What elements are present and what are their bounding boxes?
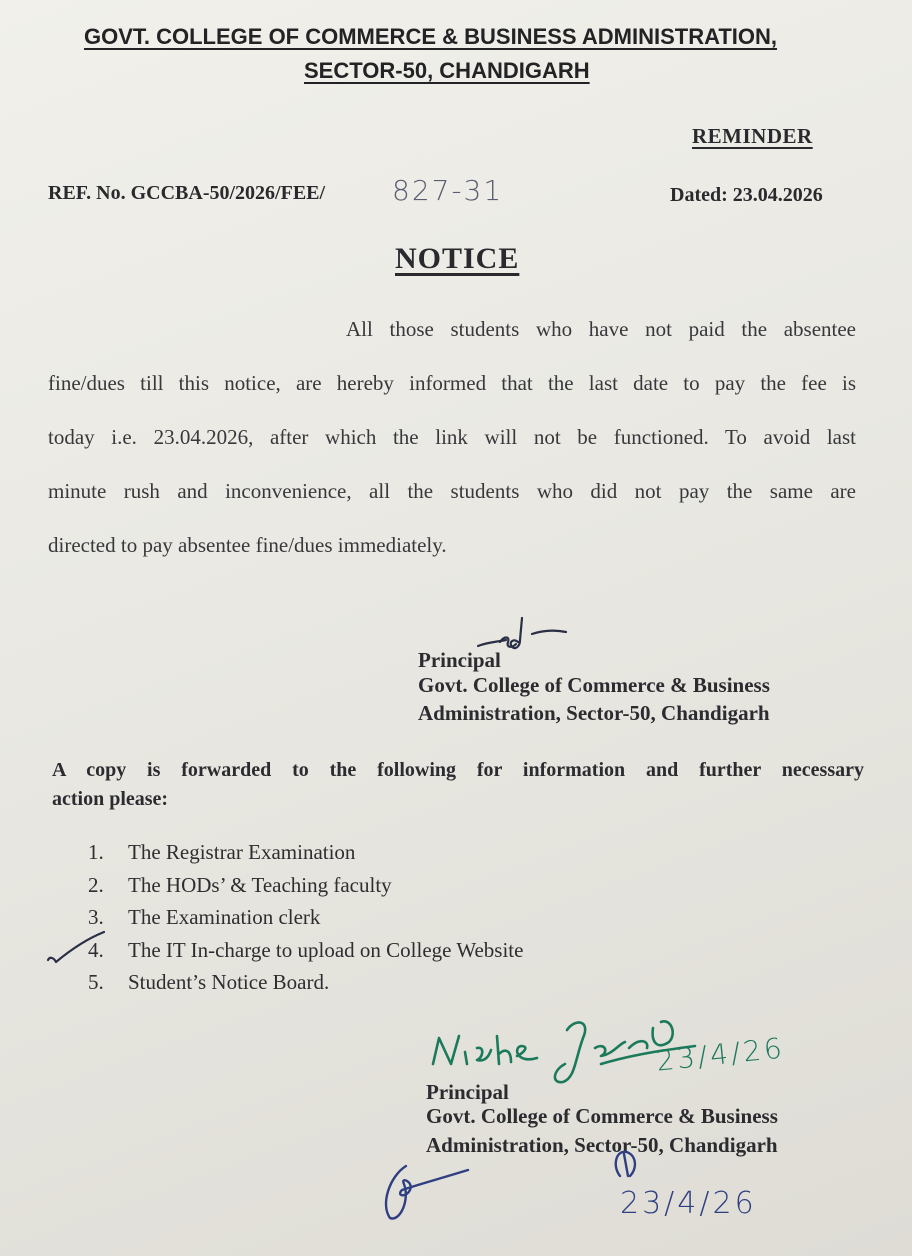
body-line: directed to pay absentee fine/dues immediately. bbox=[48, 533, 447, 557]
initials-mark bbox=[380, 1160, 490, 1226]
list-number: 4. bbox=[88, 937, 104, 962]
list-text: Student’s Notice Board. bbox=[128, 970, 330, 994]
signatory-line1: Govt. College of Commerce & Business bbox=[426, 1104, 778, 1128]
list-item bbox=[88, 836, 523, 869]
list-text: The HODs’ & Teaching faculty bbox=[128, 872, 392, 897]
dated-label: Dated: 23.04.2026 bbox=[670, 184, 823, 206]
handwritten-receive-date: 23/4/26 bbox=[620, 1186, 757, 1221]
list-number: 5. bbox=[88, 970, 104, 994]
signatory-line1: Govt. College of Commerce & Business bbox=[418, 673, 770, 697]
notice-body bbox=[48, 302, 856, 572]
list-item bbox=[88, 966, 523, 999]
forward-line: action please: bbox=[52, 788, 169, 810]
body-line: minute rush and inconvenience, all the students who did not pay the same are bbox=[48, 479, 856, 503]
list-number: 3. bbox=[88, 905, 104, 929]
list-text: The Examination clerk bbox=[128, 905, 321, 929]
list-item bbox=[88, 934, 523, 967]
list-item bbox=[88, 901, 523, 934]
list-text: The Registrar Examination bbox=[128, 840, 356, 864]
reminder-label: REMINDER bbox=[692, 124, 813, 148]
reference-number: REF. No. GCCBA-50/2026/FEE/ bbox=[48, 182, 326, 204]
body-line: All those students who have not paid the absentee bbox=[346, 317, 856, 341]
list-number: 1. bbox=[88, 840, 104, 864]
notice-title: NOTICE bbox=[395, 242, 520, 275]
list-text: The IT In-charge to upload on College Website bbox=[128, 937, 524, 962]
signatory-line2: Administration, Sector-50, Chandigarh bbox=[418, 701, 770, 725]
handwritten-sign-date: 23/4/26 bbox=[654, 1031, 787, 1078]
list-item bbox=[88, 869, 523, 902]
signatory-title: Principal bbox=[426, 1080, 509, 1104]
signatory-line2: Administration, Sector-50, Chandigarh bbox=[426, 1133, 778, 1157]
forward-statement bbox=[52, 756, 864, 814]
college-name-line2: SECTOR-50, CHANDIGARH bbox=[304, 58, 590, 83]
checkmark-icon bbox=[42, 926, 112, 970]
recipient-list bbox=[88, 836, 523, 999]
forward-line: A copy is forwarded to the following for information and further necessary bbox=[52, 759, 864, 781]
college-name-line1: GOVT. COLLEGE OF COMMERCE & BUSINESS ADMINISTRATION, bbox=[84, 24, 778, 49]
handwritten-reference-number: 827-31 bbox=[392, 174, 504, 207]
list-number: 2. bbox=[88, 872, 104, 897]
initials-mark bbox=[608, 1146, 648, 1186]
body-line: today i.e. 23.04.2026, after which the link will not be functioned. To avoid last bbox=[48, 425, 856, 449]
signatory-title: Principal bbox=[418, 648, 501, 672]
body-line: fine/dues till this notice, are hereby informed that the last date to pay the fee is bbox=[48, 371, 856, 395]
